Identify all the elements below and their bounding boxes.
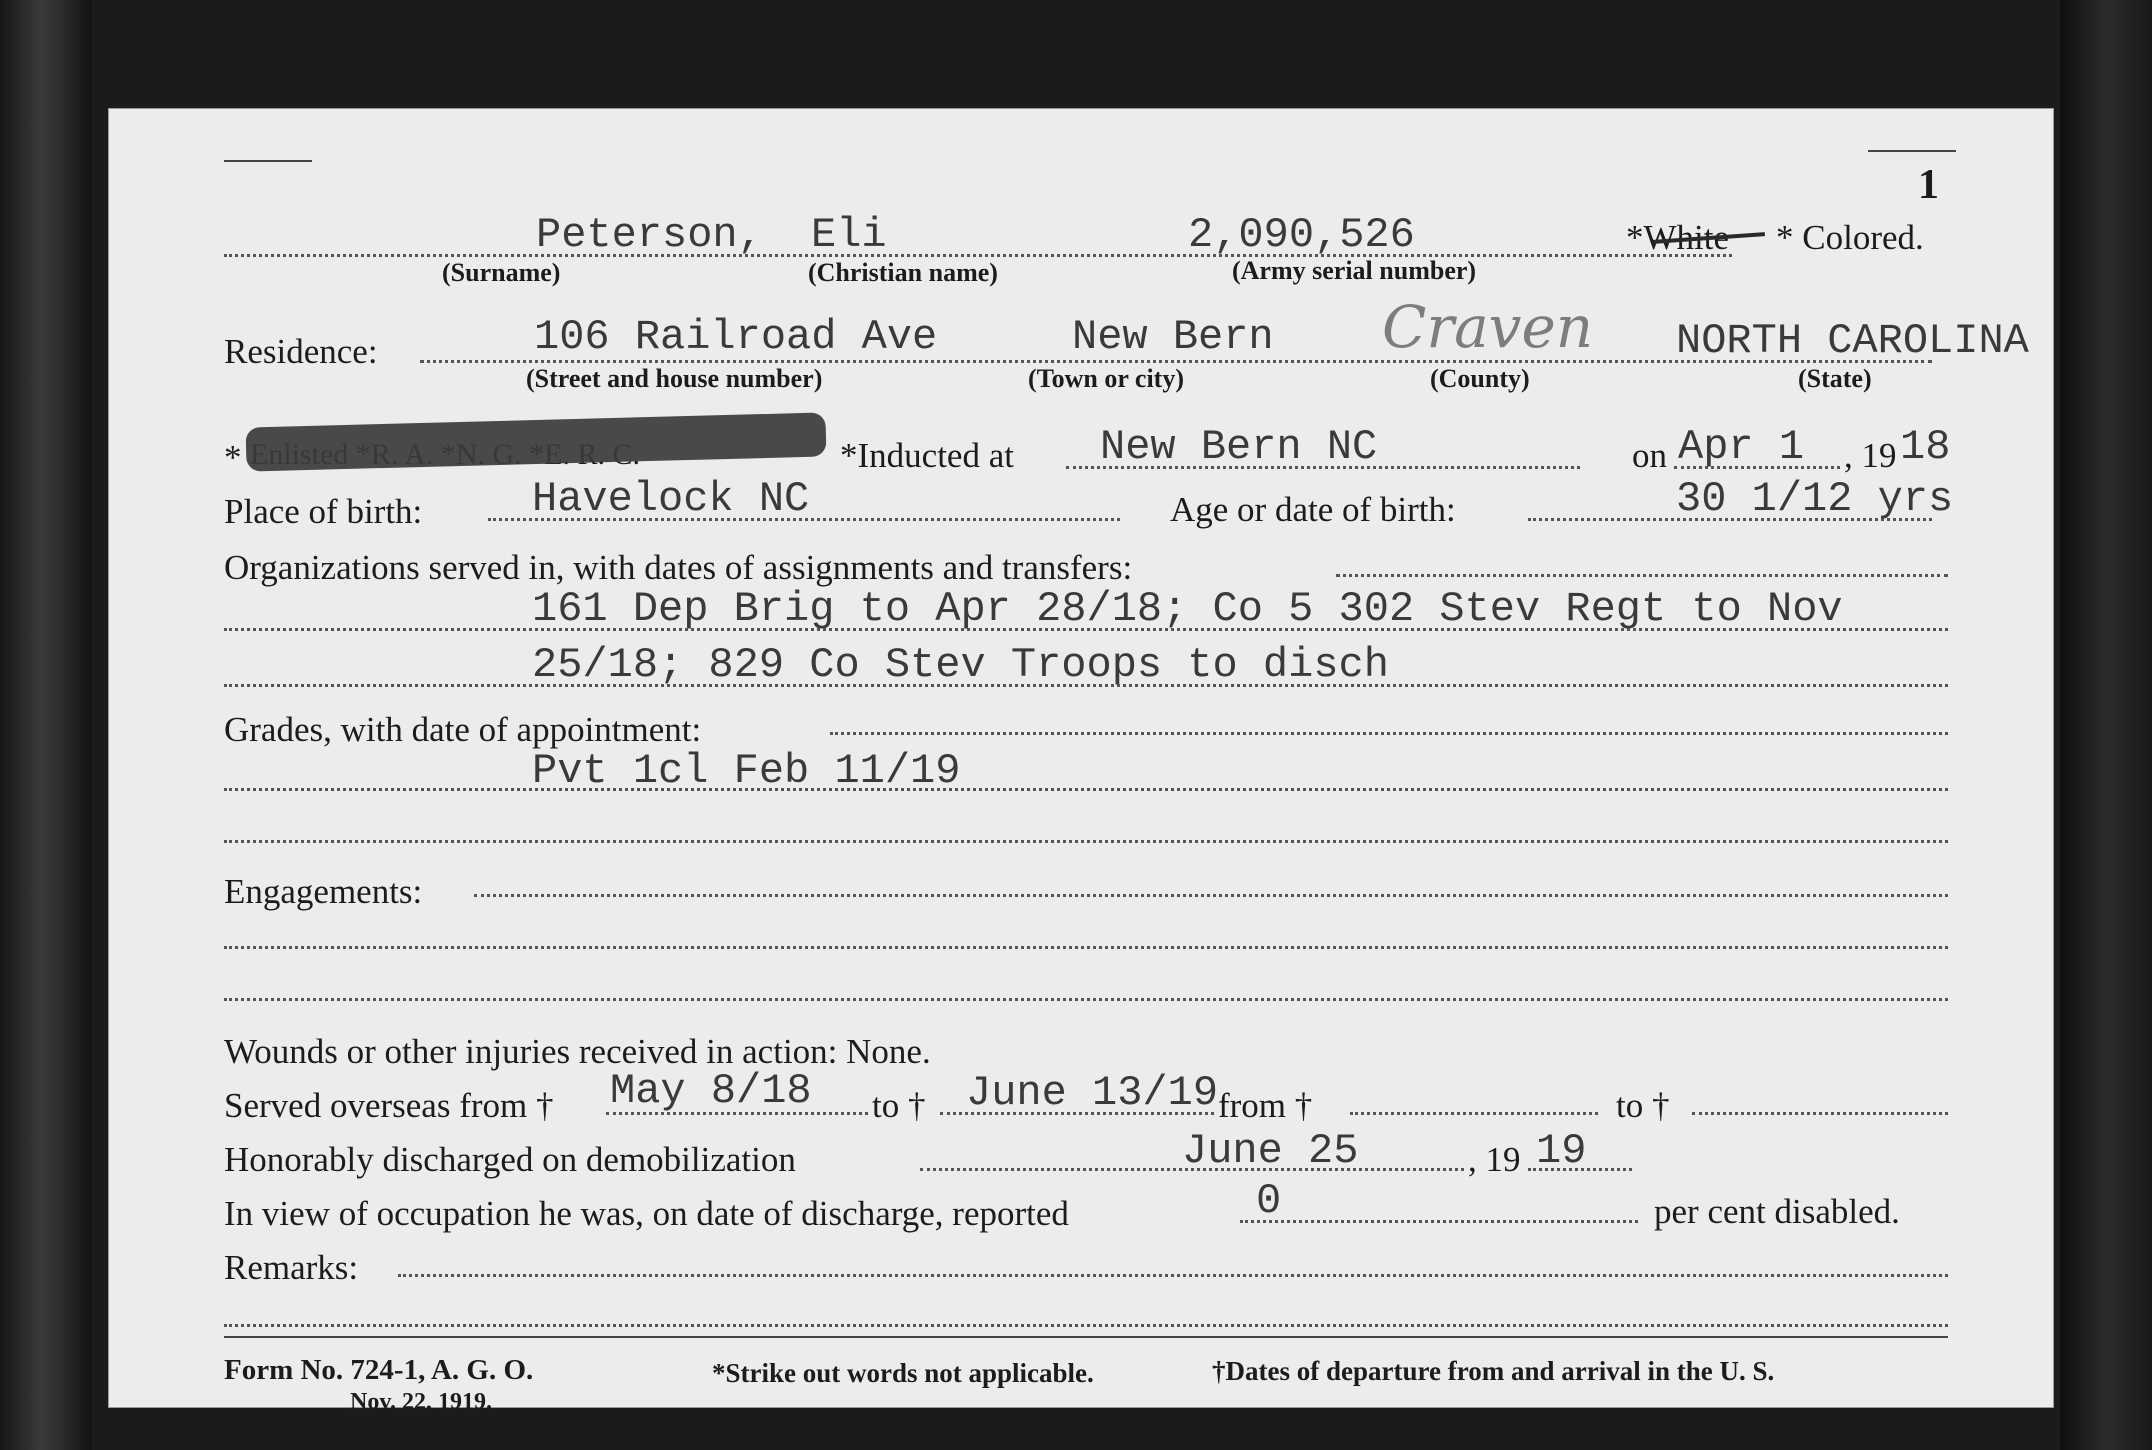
discharge-date-value: June 25 [1182,1127,1359,1175]
town-caption: (Town or city) [1028,364,1184,393]
card-number: 1 [1918,162,1939,208]
strikeout-smudge [246,412,827,471]
serial-number-value: 2,090,526 [1188,211,1415,259]
corner-rule-left [224,160,312,162]
discharge-date-line [920,1168,1464,1171]
induction-asterisk: * [224,438,242,477]
discharge-year-prefix: , 19 [1468,1140,1521,1179]
overseas-to2-label: to † [1616,1086,1670,1125]
wounds-text: Wounds or other injuries received in action: None. [224,1032,931,1071]
overseas-to-label: to † [872,1086,926,1125]
overseas-to-value: June 13/19 [966,1069,1219,1117]
engagements-line-1 [224,946,1948,949]
overseas-from2-line [1350,1112,1598,1115]
county-caption: (County) [1430,364,1530,393]
street-caption: (Street and house number) [526,364,823,393]
surname-caption: (Surname) [442,258,561,287]
scan-border-left [0,0,92,1450]
scan-border-right [2060,0,2152,1450]
disability-label: In view of occupation he was, on date of discharge, reported [224,1194,1069,1233]
corner-rule-right [1868,150,1956,152]
state-caption: (State) [1798,364,1872,393]
disability-value: 0 [1256,1177,1282,1225]
disability-line [1240,1220,1638,1223]
surname-value: Peterson, [536,211,763,259]
county-value: Craven [1382,293,1594,361]
overseas-to-line [940,1112,1214,1115]
dates-note: †Dates of departure from and arrival in the U. S. [1212,1356,1775,1386]
grades-line-1 [224,788,1948,791]
inducted-at-label: *Inducted at [840,436,1014,475]
served-overseas-label: Served overseas from † [224,1086,554,1125]
disability-suffix: per cent disabled. [1654,1192,1900,1231]
remarks-line-0 [398,1274,1948,1277]
discharge-year-line [1528,1168,1632,1171]
age-label: Age or date of birth: [1170,490,1456,529]
race-option-colored: * Colored. [1776,218,1924,257]
organizations-line-2 [224,684,1948,687]
christian-name-caption: (Christian name) [808,258,998,287]
remarks-label: Remarks: [224,1248,359,1287]
induction-year-value: 18 [1900,423,1951,471]
organizations-line-0 [1336,574,1948,577]
organizations-line-1-text: 161 Dep Brig to Apr 28/18; Co 5 302 Stev Regt to Nov [532,585,1843,633]
age-value: 30 1/12 yrs [1676,475,1954,523]
service-record-card [108,108,2054,1415]
age-line [1528,518,1932,521]
street-value: 106 Railroad Ave [534,313,938,361]
on-label: on [1632,436,1667,475]
induction-date-line [1674,466,1840,469]
residence-line [420,360,1932,363]
remarks-line-1 [224,1324,1948,1327]
engagements-line-0 [474,894,1948,897]
strike-out-note: *Strike out words not applicable. [712,1358,1094,1388]
place-of-birth-label: Place of birth: [224,492,423,531]
induction-place-value: New Bern NC [1100,423,1378,471]
name-line [224,254,1732,257]
overseas-from-line [606,1112,868,1115]
engagements-label: Engagements: [224,872,423,911]
overseas-from2-label: from † [1218,1086,1313,1125]
grades-line-1-text: Pvt 1cl Feb 11/19 [532,747,961,795]
organizations-line-2-text: 25/18; 829 Co Stev Troops to disch [532,641,1389,689]
residence-label: Residence: [224,332,378,371]
overseas-to2-line [1692,1112,1948,1115]
overseas-from-value: May 8/18 [610,1067,812,1115]
engagements-line-2 [224,998,1948,1001]
induction-date-value: Apr 1 [1678,423,1805,471]
grades-label: Grades, with date of appointment: [224,710,702,749]
organizations-line-1 [224,628,1948,631]
place-of-birth-value: Havelock NC [532,475,810,523]
christian-name-value: Eli [811,211,887,259]
grades-line-2 [224,840,1948,843]
place-of-birth-line [488,518,1120,521]
discharge-year-value: 19 [1536,1127,1587,1175]
form-number: Form No. 724-1, A. G. O. [224,1354,534,1386]
discharge-label: Honorably discharged on demobilization [224,1140,796,1179]
serial-number-caption: (Army serial number) [1232,256,1477,285]
induction-year-prefix: , 19 [1844,436,1897,475]
organizations-label: Organizations served in, with dates of assignments and transfers: [224,548,1133,587]
grades-line-0 [830,732,1948,735]
footer-rule [224,1336,1948,1338]
town-value: New Bern [1072,313,1274,361]
form-date: Nov. 22, 1919. [350,1389,493,1415]
race-option-white: *White [1626,218,1730,257]
induction-place-line [1066,466,1580,469]
state-value: NORTH CAROLINA [1676,317,2029,365]
